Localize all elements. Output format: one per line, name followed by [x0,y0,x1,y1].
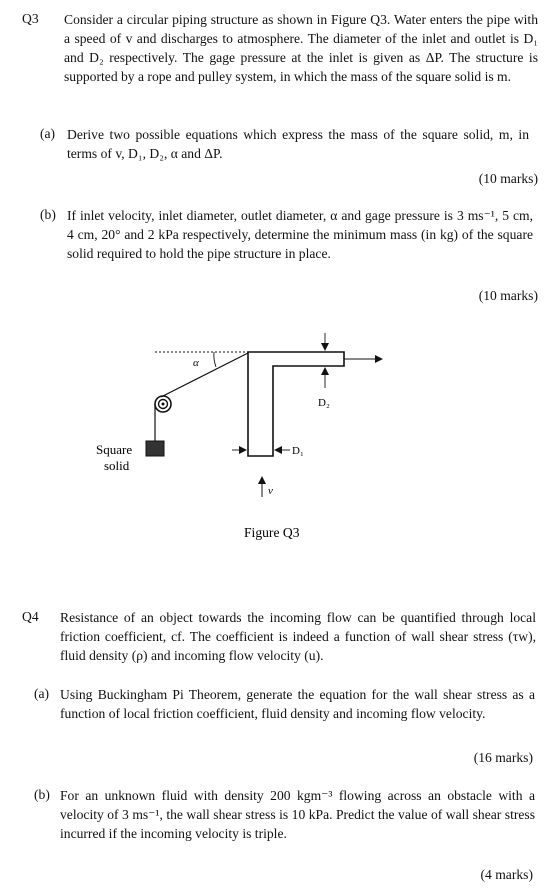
q4-number: Q4 [22,609,39,624]
q3b-label: (b) [40,207,56,222]
d2-label: D₂ [318,397,330,409]
rope [161,353,248,397]
q3-number: Q3 [22,11,39,26]
q4b-text: For an unknown fluid with density 200 kgm⁻³ flowing across an obstacle with a velocity of 3 ms⁻¹, the wall shear stress is 10 kPa. Predict the value of wall shear stress incurred if the incoming velocity is triple. [60,788,535,841]
d1-label: D₁ [292,445,304,457]
alpha-label: α [193,357,199,369]
q4b-label: (b) [34,787,50,802]
q3-intro: Consider a circular piping structure as shown in Figure Q3. Water enters the pipe with a speed of v and discharges to atmosphere. The diameter of the inlet and outlet is D₁ and D₂ respectively. The gage pressure at the inlet is given as ΔP. The structure is supported by a rope and pulley system, in which the mass of the square solid is m. [64,12,538,84]
q3a-text: Derive two possible equations which express the mass of the square solid, m, in terms of v, D₁, D₂, α and ΔP. [67,127,529,161]
alpha-arc [214,352,216,367]
q4a-text: Using Buckingham Pi Theorem, generate the equation for the wall shear stress as a function of local friction coefficient, fluid density and incoming flow velocity. [60,687,535,721]
square-label-line1: Square [96,442,133,457]
pulley [155,396,171,412]
q3b-text: If inlet velocity, inlet diameter, outlet diameter, α and gage pressure is 3 ms⁻¹, 5 cm, 4 cm, 20° and 2 kPa respectively, determine the minimum mass (in kg) of the square solid required to hold the pipe structure in place. [67,208,533,261]
square-solid [146,441,164,456]
q4-intro: Resistance of an object towards the incoming flow can be quantified through local friction coefficient, cf. The coefficient is indeed a function of wall shear stress (τw), fluid density (ρ) and incoming flow velocity (u). [60,610,536,663]
figure-caption: Figure Q3 [244,525,300,540]
q3b-marks: (10 marks) [478,288,538,303]
q3a-marks: (10 marks) [478,171,538,186]
q4a-label: (a) [34,686,50,701]
square-label-line2: solid [104,458,130,473]
velocity-label: v [268,485,273,497]
q3a-label: (a) [40,126,56,141]
q4b-marks: (4 marks) [480,867,533,882]
q4a-marks: (16 marks) [473,750,533,765]
